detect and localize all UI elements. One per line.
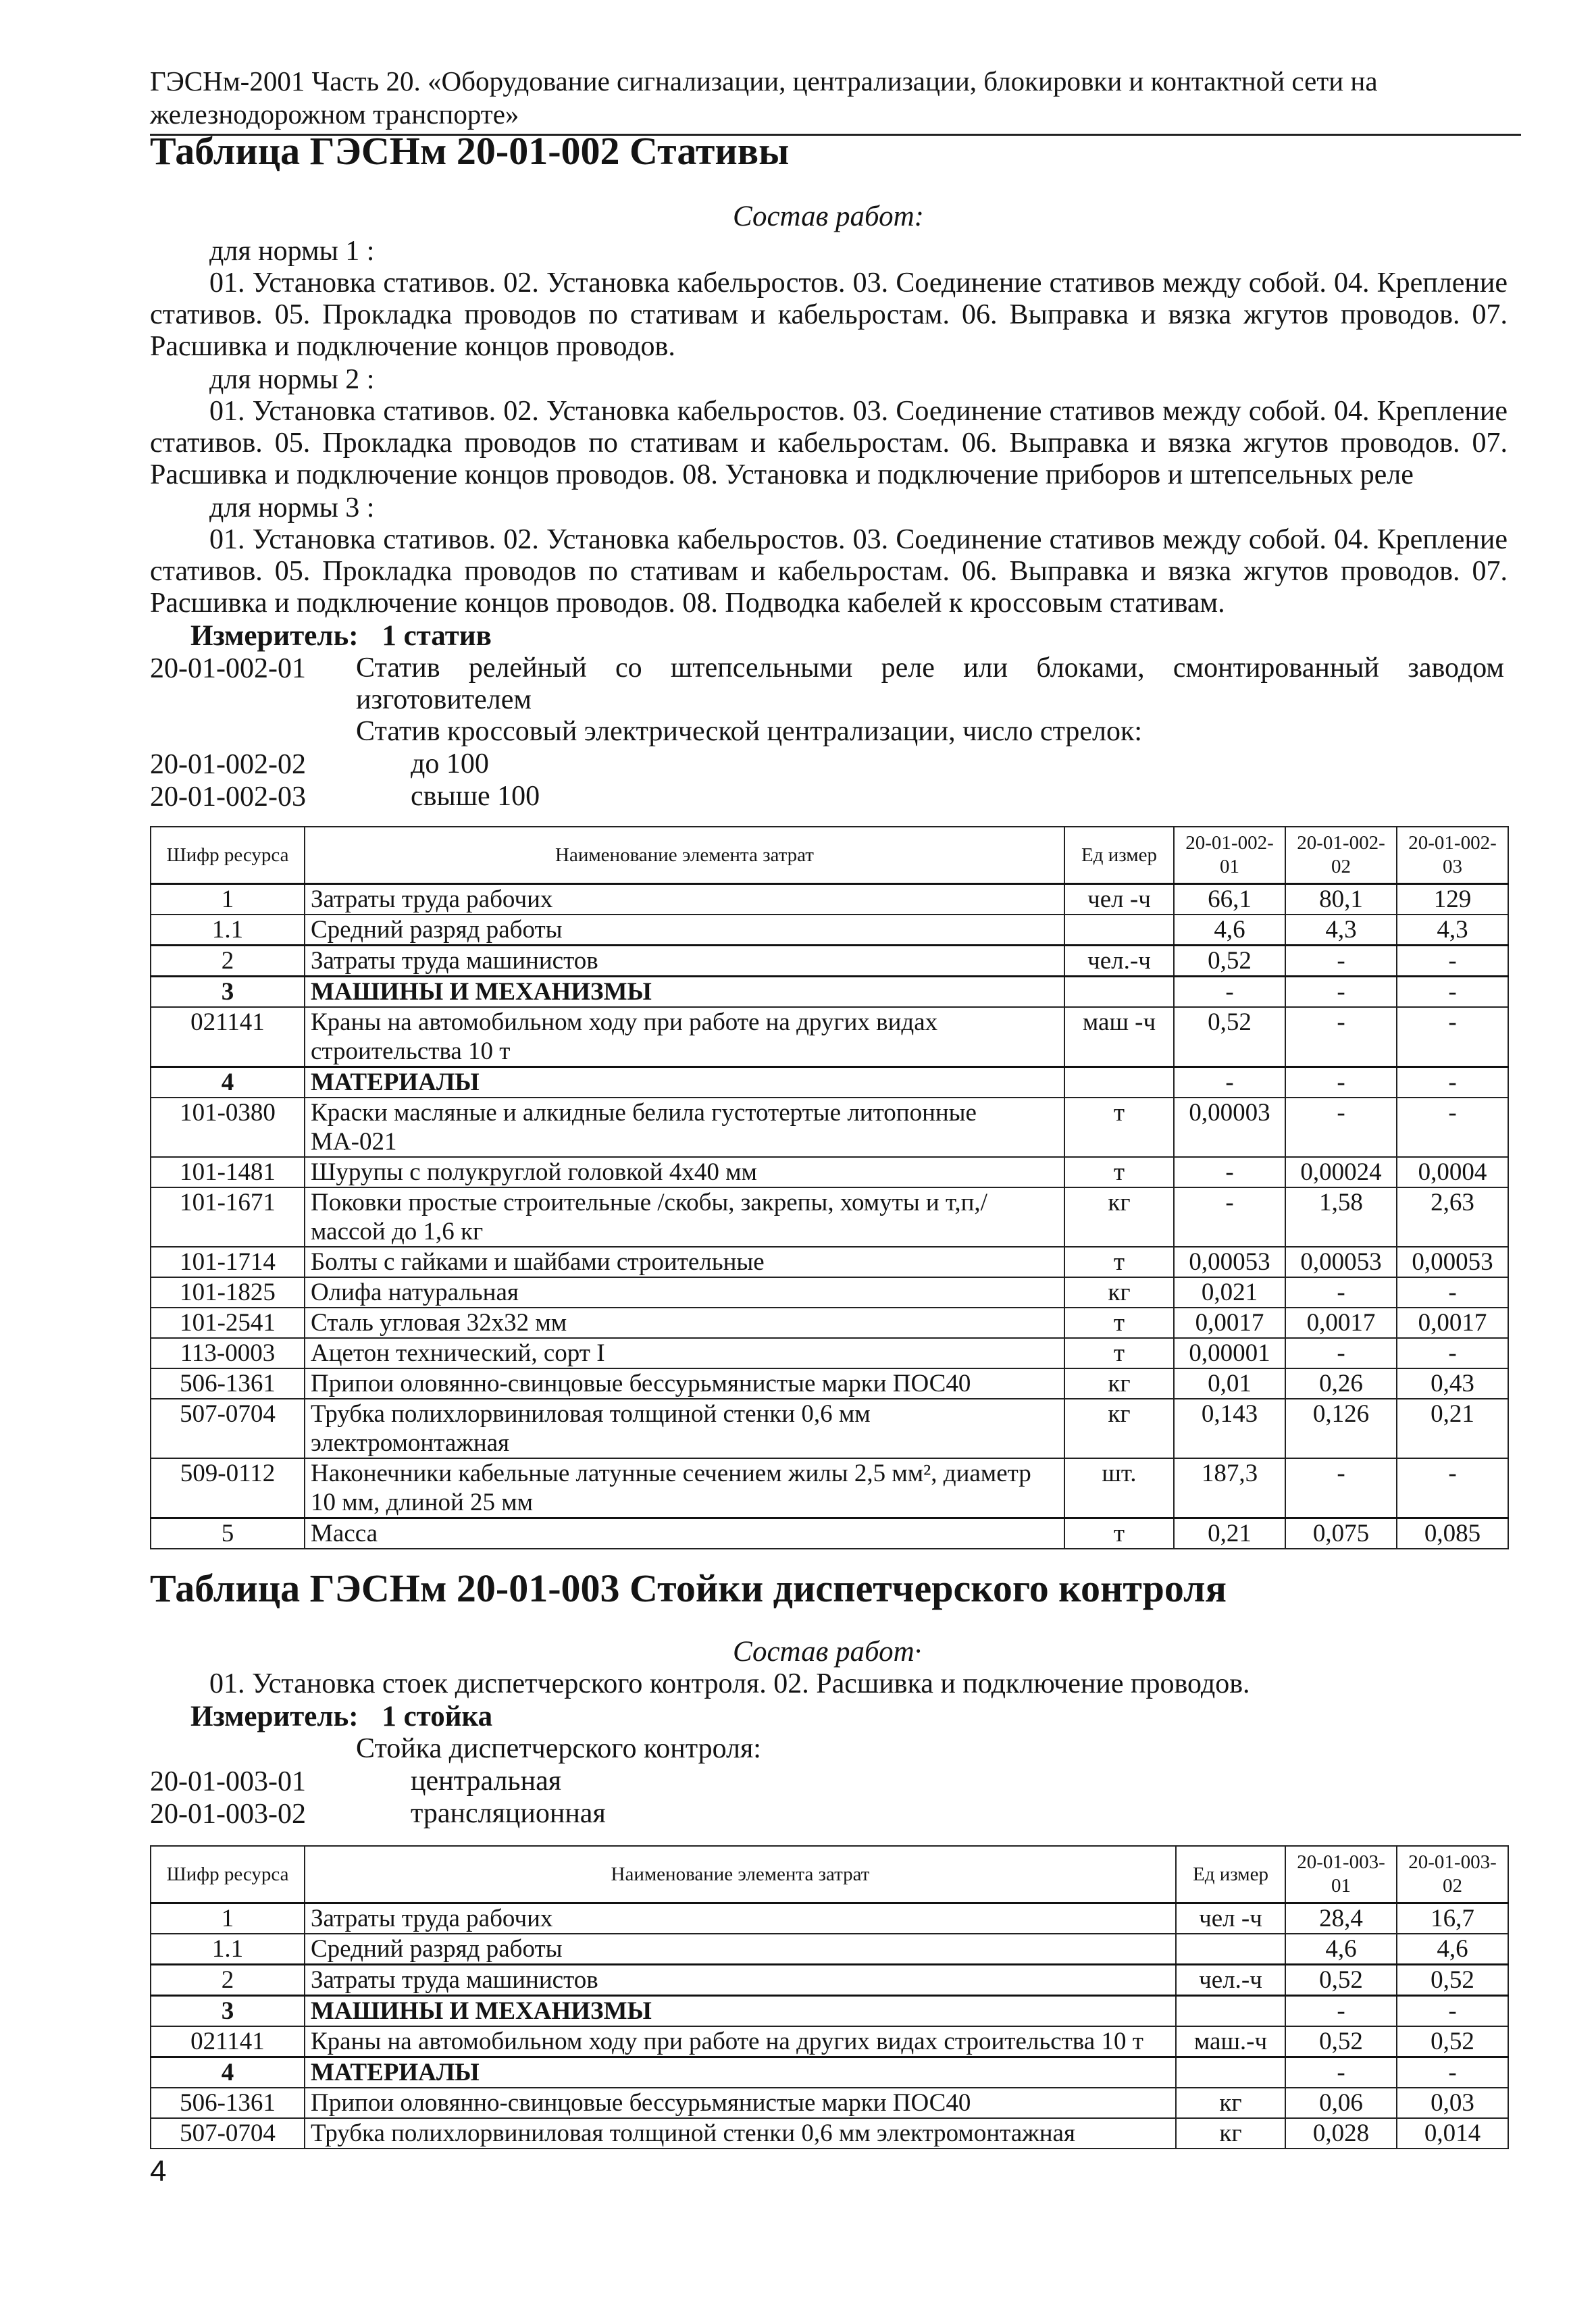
cell-norm-2: 0,0017	[1285, 1308, 1397, 1338]
table-row	[151, 1157, 1508, 1187]
cell-code: 101-1825	[151, 1277, 305, 1308]
table2-code-2: 20-01-003-02	[150, 1799, 306, 1830]
table-row	[151, 1098, 1508, 1157]
cell-code: 2	[151, 1965, 305, 1996]
cell-norm-3: 0,43	[1397, 1368, 1508, 1399]
cell-norm-1: 0,52	[1174, 946, 1285, 977]
table-row	[151, 1187, 1508, 1247]
table1-measure-value: 1 статив	[382, 620, 492, 652]
table-row	[151, 1368, 1508, 1399]
cell-name: Краны на автомобильном ходу при работе на других видах строительства 10 т	[305, 1007, 1064, 1067]
cell-code: 101-2541	[151, 1308, 305, 1338]
cell-norm-1: 0,00003	[1174, 1098, 1285, 1157]
table1-measure	[190, 619, 492, 652]
cell-unit: т	[1064, 1518, 1174, 1549]
table-row	[151, 1277, 1508, 1308]
cell-norm-1: 0,143	[1174, 1399, 1285, 1458]
table1-code-1: 20-01-002-01	[150, 653, 306, 684]
cell-unit: чел.-ч	[1176, 1965, 1285, 1996]
cell-norm-2: 0,075	[1285, 1518, 1397, 1549]
cell-unit: кг	[1064, 1399, 1174, 1458]
table-row	[151, 1996, 1508, 2027]
cell-unit: маш -ч	[1064, 1007, 1174, 1067]
cell-unit: чел -ч	[1176, 1903, 1285, 1934]
th-unit: Ед измер	[1176, 1846, 1285, 1903]
cell-unit	[1176, 1934, 1285, 1965]
cell-norm-2: 0,52	[1397, 1965, 1508, 1996]
cell-code: 507-0704	[151, 2118, 305, 2149]
cell-name: Затраты труда машинистов	[305, 946, 1064, 977]
table-row	[151, 2026, 1508, 2057]
table-row	[151, 946, 1508, 977]
cell-norm-2: 0,014	[1397, 2118, 1508, 2149]
cell-code: 3	[151, 977, 305, 1008]
cell-norm-1: -	[1174, 1187, 1285, 1247]
cell-norm-1: 4,6	[1285, 1934, 1397, 1965]
cell-name: Средний разряд работы	[305, 1934, 1176, 1965]
cell-unit	[1176, 2057, 1285, 2088]
cell-norm-1: 0,028	[1285, 2118, 1397, 2149]
cell-code: 101-1714	[151, 1247, 305, 1277]
table2-measure-value: 1 стойка	[382, 1701, 493, 1732]
cell-norm-3: -	[1397, 1338, 1508, 1368]
table1-resources	[150, 826, 1509, 1549]
cell-code: 2	[151, 946, 305, 977]
cell-code: 3	[151, 1996, 305, 2027]
cell-code: 1.1	[151, 1934, 305, 1965]
table-row	[151, 1903, 1508, 1934]
cell-norm-3: -	[1397, 1458, 1508, 1518]
cell-unit: т	[1064, 1308, 1174, 1338]
norma1-text: 01. Установка стативов. 02. Установка кабельростов. 03. Соединение стативов между собой. 04. Крепление стативов. 05. Прокладка проводов по стативам и кабельростам. 06. Выправка и вязка жгутов проводов. 07. Расшивка и подключение концов проводов.	[150, 267, 1508, 362]
cell-name: Краны на автомобильном ходу при работе на других видах строительства 10 т	[305, 2026, 1176, 2057]
cell-code: 1	[151, 884, 305, 915]
cell-norm-1: 28,4	[1285, 1903, 1397, 1934]
cell-name: Масса	[305, 1518, 1064, 1549]
cell-norm-1: 0,01	[1174, 1368, 1285, 1399]
cell-code: 506-1361	[151, 1368, 305, 1399]
cell-unit: кг	[1064, 1368, 1174, 1399]
table-row	[151, 1458, 1508, 1518]
cell-name: Затраты труда машинистов	[305, 1965, 1176, 1996]
cell-norm-1: 0,021	[1174, 1277, 1285, 1308]
cell-code: 507-0704	[151, 1399, 305, 1458]
table1-sostav-label: Состав работ:	[733, 201, 924, 232]
th-norm-3: 20-01-002-03	[1397, 827, 1508, 884]
cell-norm-3: 4,3	[1397, 915, 1508, 946]
cell-norm-1: -	[1174, 1157, 1285, 1187]
cell-norm-1: 4,6	[1174, 915, 1285, 946]
cell-norm-1: 0,0017	[1174, 1308, 1285, 1338]
table-row	[151, 1247, 1508, 1277]
cell-norm-3: 0,00053	[1397, 1247, 1508, 1277]
table1-title: Таблица ГЭСНм 20-01-002 Стативы	[150, 129, 790, 173]
table-row	[151, 1007, 1508, 1067]
cell-unit: маш.-ч	[1176, 2026, 1285, 2057]
table-row	[151, 1965, 1508, 1996]
cell-name: МАШИНЫ И МЕХАНИЗМЫ	[305, 1996, 1176, 2027]
cell-norm-2: -	[1397, 1996, 1508, 2027]
th-norm-2: 20-01-003-02	[1397, 1846, 1508, 1903]
cell-norm-3: 0,21	[1397, 1399, 1508, 1458]
cell-norm-2: -	[1285, 1007, 1397, 1067]
cell-code: 4	[151, 1067, 305, 1098]
cell-unit: кг	[1064, 1277, 1174, 1308]
cell-norm-3: -	[1397, 1067, 1508, 1098]
table-row	[151, 977, 1508, 1008]
cell-norm-2: -	[1285, 1458, 1397, 1518]
cell-code: 4	[151, 2057, 305, 2088]
cell-code: 101-0380	[151, 1098, 305, 1157]
cell-name: МАТЕРИАЛЫ	[305, 2057, 1176, 2088]
table-row	[151, 1934, 1508, 1965]
table-row	[151, 2118, 1508, 2149]
cell-norm-3: 2,63	[1397, 1187, 1508, 1247]
cell-name: Ацетон технический, сорт I	[305, 1338, 1064, 1368]
cell-name: Затраты труда рабочих	[305, 884, 1064, 915]
cell-name: Краски масляные и алкидные белила густотертые литопонные МА-021	[305, 1098, 1064, 1157]
table2-subhead: Стойка диспетчерского контроля:	[356, 1733, 761, 1764]
cell-name: Сталь угловая 32x32 мм	[305, 1308, 1064, 1338]
cell-code: 506-1361	[151, 2088, 305, 2118]
th-name: Наименование элемента затрат	[305, 827, 1064, 884]
cell-norm-2: 4,3	[1285, 915, 1397, 946]
cell-norm-1: 0,06	[1285, 2088, 1397, 2118]
cell-norm-2: -	[1285, 1067, 1397, 1098]
cell-name: Поковки простые строительные /скобы, закрепы, хомуты и т,п,/ массой до 1,6 кг	[305, 1187, 1064, 1247]
cell-name: Наконечники кабельные латунные сечением жилы 2,5 мм², диаметр 10 мм, длиной 25 мм	[305, 1458, 1064, 1518]
cell-unit	[1064, 915, 1174, 946]
cell-name: Припои оловянно-свинцовые бессурьмянистые марки ПОС40	[305, 2088, 1176, 2118]
cell-norm-1: 0,00001	[1174, 1338, 1285, 1368]
cell-unit	[1064, 1067, 1174, 1098]
cell-norm-1: -	[1285, 2057, 1397, 2088]
table-row	[151, 2057, 1508, 2088]
cell-norm-2: 16,7	[1397, 1903, 1508, 1934]
table2-code-1: 20-01-003-01	[150, 1766, 306, 1797]
table2-sostav-text: 01. Установка стоек диспетчерского контроля. 02. Расшивка и подключение проводов.	[209, 1668, 1250, 1699]
cell-name: Затраты труда рабочих	[305, 1903, 1176, 1934]
cell-norm-2: 1,58	[1285, 1187, 1397, 1247]
cell-norm-1: 0,52	[1285, 1965, 1397, 1996]
table1-code-1-desc: Статив релейный со штепсельными реле или блоками, смонтированный заводом изготовителем	[356, 652, 1504, 715]
cell-code: 5	[151, 1518, 305, 1549]
cell-norm-3: -	[1397, 977, 1508, 1008]
cell-norm-2: -	[1285, 1098, 1397, 1157]
cell-code: 113-0003	[151, 1338, 305, 1368]
cell-unit: т	[1064, 1157, 1174, 1187]
table2-resources	[150, 1845, 1509, 2149]
table2-title: Таблица ГЭСНм 20-01-003 Стойки диспетчерского контроля	[150, 1566, 1227, 1610]
cell-norm-1: -	[1174, 977, 1285, 1008]
cell-norm-1: 187,3	[1174, 1458, 1285, 1518]
norma3-label: для нормы 3 :	[209, 492, 375, 523]
cell-unit: кг	[1176, 2118, 1285, 2149]
cell-unit: чел -ч	[1064, 884, 1174, 915]
table2-sostav-label: Состав работ·	[733, 1636, 922, 1668]
cell-norm-1: -	[1285, 1996, 1397, 2027]
table-row	[151, 2088, 1508, 2118]
cell-norm-2: -	[1285, 1277, 1397, 1308]
cell-norm-3: 0,0004	[1397, 1157, 1508, 1187]
norma2-text: 01. Установка стативов. 02. Установка кабельростов. 03. Соединение стативов между собой. 04. Крепление стативов. 05. Прокладка проводов по стативам и кабельростам. 06. Выправка и вязка жгутов проводов. 07. Расшивка и подключение концов проводов. 08. Установка и подключение приборов и штепсельных реле	[150, 396, 1508, 490]
table-row	[151, 1338, 1508, 1368]
cell-norm-2: -	[1285, 946, 1397, 977]
cell-norm-2: 0,52	[1397, 2026, 1508, 2057]
table2-measure-label: Измеритель:	[190, 1701, 359, 1732]
th-code: Шифр ресурса	[151, 827, 305, 884]
cell-norm-3: 0,085	[1397, 1518, 1508, 1549]
cell-unit: чел.-ч	[1064, 946, 1174, 977]
cell-norm-1: -	[1174, 1067, 1285, 1098]
cell-norm-2: 0,126	[1285, 1399, 1397, 1458]
cell-unit: т	[1064, 1247, 1174, 1277]
running-header: ГЭСНм-2001 Часть 20. «Оборудование сигнализации, централизации, блокировки и контактной сети на железнодорожном транспорте»	[150, 66, 1378, 130]
cell-unit: кг	[1064, 1187, 1174, 1247]
cell-name: МАТЕРИАЛЫ	[305, 1067, 1064, 1098]
cell-unit	[1176, 1996, 1285, 2027]
cell-name: Средний разряд работы	[305, 915, 1064, 946]
table2-code-1-desc: центральная	[411, 1766, 562, 1797]
cell-norm-1: 0,52	[1285, 2026, 1397, 2057]
cell-norm-1: 66,1	[1174, 884, 1285, 915]
table1-code-2-desc: до 100	[411, 748, 489, 779]
cell-unit: т	[1064, 1098, 1174, 1157]
cell-norm-3: -	[1397, 1277, 1508, 1308]
table1-header-row	[151, 827, 1508, 884]
cell-norm-2: 0,00053	[1285, 1247, 1397, 1277]
cell-name: Трубка полихлорвиниловая толщиной стенки 0,6 мм электромонтажная	[305, 1399, 1064, 1458]
cell-norm-2: -	[1285, 1338, 1397, 1368]
cell-norm-1: 0,00053	[1174, 1247, 1285, 1277]
norma1-label: для нормы 1 :	[209, 236, 375, 267]
table-row	[151, 1308, 1508, 1338]
cell-norm-2: 0,03	[1397, 2088, 1508, 2118]
table-row	[151, 1399, 1508, 1458]
cell-norm-2: -	[1397, 2057, 1508, 2088]
cell-norm-2: -	[1285, 977, 1397, 1008]
cell-norm-2: 0,26	[1285, 1368, 1397, 1399]
cell-name: Трубка полихлорвиниловая толщиной стенки 0,6 мм электромонтажная	[305, 2118, 1176, 2149]
cell-name: Припои оловянно-свинцовые бессурьмянистые марки ПОС40	[305, 1368, 1064, 1399]
table1-code-3: 20-01-002-03	[150, 781, 306, 813]
cell-norm-3: -	[1397, 1007, 1508, 1067]
table-row	[151, 1518, 1508, 1549]
table1-code-2: 20-01-002-02	[150, 749, 306, 780]
cell-unit: кг	[1176, 2088, 1285, 2118]
cell-norm-2: 80,1	[1285, 884, 1397, 915]
th-unit: Ед измер	[1064, 827, 1174, 884]
table-row	[151, 915, 1508, 946]
th-code: Шифр ресурса	[151, 1846, 305, 1903]
cell-code: 509-0112	[151, 1458, 305, 1518]
norma3-text: 01. Установка стативов. 02. Установка кабельростов. 03. Соединение стативов между собой. 04. Крепление стативов. 05. Прокладка проводов по стативам и кабельростам. 06. Выправка и вязка жгутов проводов. 07. Расшивка и подключение концов проводов. 08. Подводка кабелей к кроссовым стативам.	[150, 524, 1508, 619]
table2-header-row	[151, 1846, 1508, 1903]
cell-norm-1: 0,21	[1174, 1518, 1285, 1549]
cell-name: Олифа натуральная	[305, 1277, 1064, 1308]
norma2-label: для нормы 2 :	[209, 364, 375, 395]
cell-norm-3: -	[1397, 946, 1508, 977]
cell-norm-3: 0,0017	[1397, 1308, 1508, 1338]
cell-norm-3: -	[1397, 1098, 1508, 1157]
table1-code-3-desc: свыше 100	[411, 781, 540, 812]
cell-code: 021141	[151, 2026, 305, 2057]
th-norm-2: 20-01-002-02	[1285, 827, 1397, 884]
th-name: Наименование элемента затрат	[305, 1846, 1176, 1903]
th-norm-1: 20-01-002-01	[1174, 827, 1285, 884]
cell-code: 021141	[151, 1007, 305, 1067]
table-row	[151, 884, 1508, 915]
cell-unit: шт.	[1064, 1458, 1174, 1518]
table2-code-2-desc: трансляционная	[411, 1798, 606, 1829]
cell-unit: т	[1064, 1338, 1174, 1368]
cell-name: Болты с гайками и шайбами строительные	[305, 1247, 1064, 1277]
cell-name: Шурупы с полукруглой головкой 4x40 мм	[305, 1157, 1064, 1187]
cell-code: 1	[151, 1903, 305, 1934]
cell-name: МАШИНЫ И МЕХАНИЗМЫ	[305, 977, 1064, 1008]
cell-code: 1.1	[151, 915, 305, 946]
cell-code: 101-1671	[151, 1187, 305, 1247]
cell-norm-2: 0,00024	[1285, 1157, 1397, 1187]
cell-unit	[1064, 977, 1174, 1008]
cell-norm-3: 129	[1397, 884, 1508, 915]
table-row	[151, 1067, 1508, 1098]
cell-code: 101-1481	[151, 1157, 305, 1187]
cell-norm-1: 0,52	[1174, 1007, 1285, 1067]
table1-measure-label: Измеритель:	[190, 620, 359, 652]
cell-norm-2: 4,6	[1397, 1934, 1508, 1965]
page-number: 4	[150, 2155, 167, 2188]
table1-subhead: Статив кроссовый электрической централизации, число стрелок:	[356, 716, 1143, 747]
table2-measure	[190, 1700, 492, 1733]
th-norm-1: 20-01-003-01	[1285, 1846, 1397, 1903]
